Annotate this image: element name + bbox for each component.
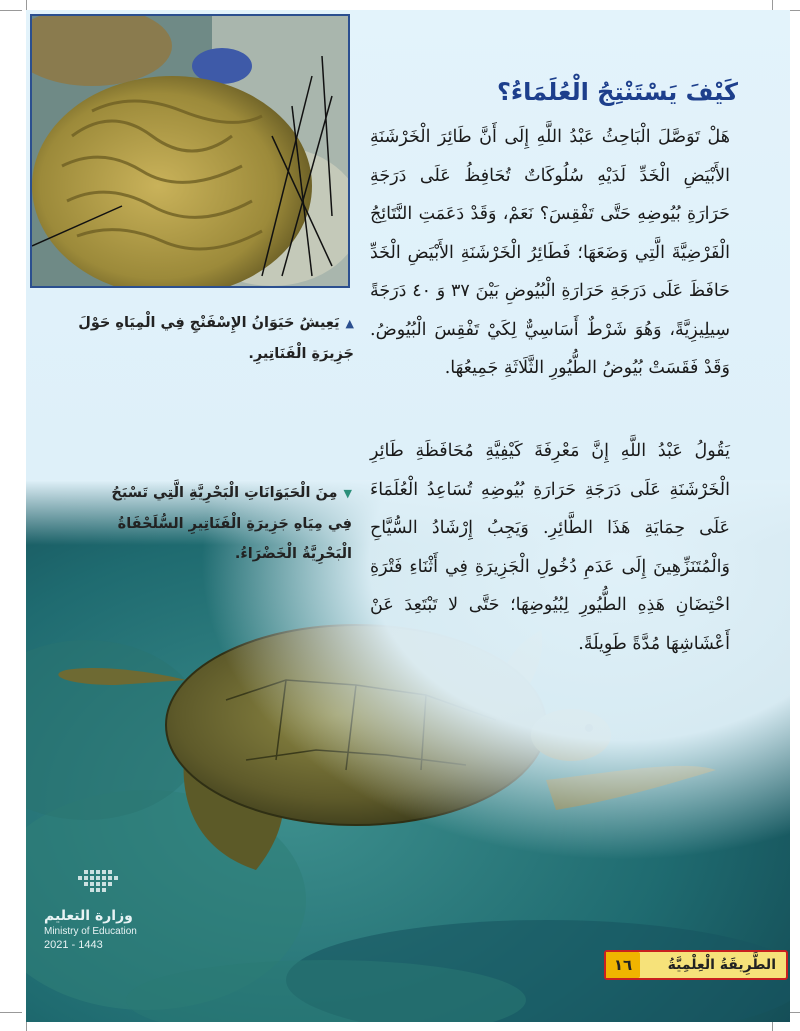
ministry-logo bbox=[44, 868, 164, 951]
body-paragraph-1: هَلْ تَوَصَّلَ الْبَاحِثُ عَبْدُ اللَّهِ إِلَى أَنَّ طَائِرَ الْخَرْشَنَةِ الأَبْيَضِ الْخَدِّ لَدَيْهِ سُلُوكَاتٌ تُحَافِظُ عَلَى دَرَجَةِ حَرَارَةِ بُيُوضِهِ حَتَّى تَفْقِسَ؟ نَعَمْ، وَقَدْ دَعَمَتِ النَّتَائِجُ الْفَرْضِيَّةَ الَّتِي وَضَعَهَا؛ فَطَائِرُ الْخَرْشَنَةِ الأَبْيَضِ الْخَدِّ حَافَظَ عَلَى دَرَجَةِ حَرَارَةِ الْبُيُوضِ بَيْنَ ٣٧ وَ ٤٠ دَرَجَةً سِيلِيزِيَّةً، وَهُوَ شَرْطٌ أَسَاسِيٌّ لِكَيْ تَفْقِسَ الْبُيُوضُ. وَقَدْ فَقَسَتْ بُيُوضُ الطُّيُورِ الثَّلَاثَةِ جَمِيعُهَا. bbox=[370, 127, 730, 378]
edition-year: 2021 - 1443 bbox=[44, 939, 103, 951]
ministry-name-english: Ministry of Education bbox=[44, 926, 137, 937]
crop-mark bbox=[0, 10, 22, 11]
body-paragraph-2: يَقُولُ عَبْدُ اللَّهِ إِنَّ مَعْرِفَةَ كَيْفِيَّةِ مُحَافَظَةِ طَائِرِ الْخَرْشَنَةِ عَلَى دَرَجَةِ حَرَارَةِ بُيُوضِهِ تُسَاعِدُ الْعُلَمَاءَ عَلَى حِمَايَةِ هَذَا الطَّائِرِ. وَيَجِبُ إِرْشَادُ السُّيَّاحِ وَالْمُتَنَزِّهِينَ إِلَى عَدَمِ دُخُولِ الْجَزِيرَةِ فِي أَثْنَاءِ فَتْرَةِ احْتِضَانِ هَذِهِ الطُّيُورِ لِبُيُوضِهَا؛ حَتَّى لا تَبْتَعِدَ عَنْ أَعْشَاشِهَا مُدَّةً طَوِيلَةً. bbox=[370, 441, 730, 654]
brain-coral-photo bbox=[30, 14, 350, 288]
crop-mark bbox=[0, 1012, 22, 1013]
sponge-caption bbox=[64, 308, 354, 369]
section-name: الطَّرِيقَةُ الْعِلْمِيَّةُ bbox=[667, 957, 776, 973]
turtle-caption bbox=[92, 478, 352, 569]
triangle-bullet-icon: ▼ bbox=[343, 487, 352, 500]
triangle-bullet-icon: ▲ bbox=[345, 317, 354, 330]
section-heading: كَيْفَ يَسْتَنْتِجُ الْعُلَمَاءُ؟ bbox=[496, 78, 738, 106]
ministry-emblem-icon bbox=[44, 868, 154, 898]
turtle-caption-text: مِنَ الْحَيَوَانَاتِ الْبَحْرِيَّةِ الَّتِي تَسْبَحُ فِي مِيَاهِ جَزِيرَةِ الْفَنَاتِيرِ السُّلَحْفَاةُ الْبَحْرِيَّةُ الْخَضْرَاءُ. bbox=[111, 485, 352, 562]
ministry-name-arabic: وزارة التعليم bbox=[44, 908, 133, 924]
page-footer bbox=[604, 950, 788, 980]
sponge-caption-text: يَعِيشُ حَيَوَانُ الإِسْفَنْجِ فِي الْمِيَاهِ حَوْلَ جَزِيرَةِ الْفَنَاتِيرِ. bbox=[78, 315, 354, 362]
page-number: ١٦ bbox=[606, 952, 640, 978]
